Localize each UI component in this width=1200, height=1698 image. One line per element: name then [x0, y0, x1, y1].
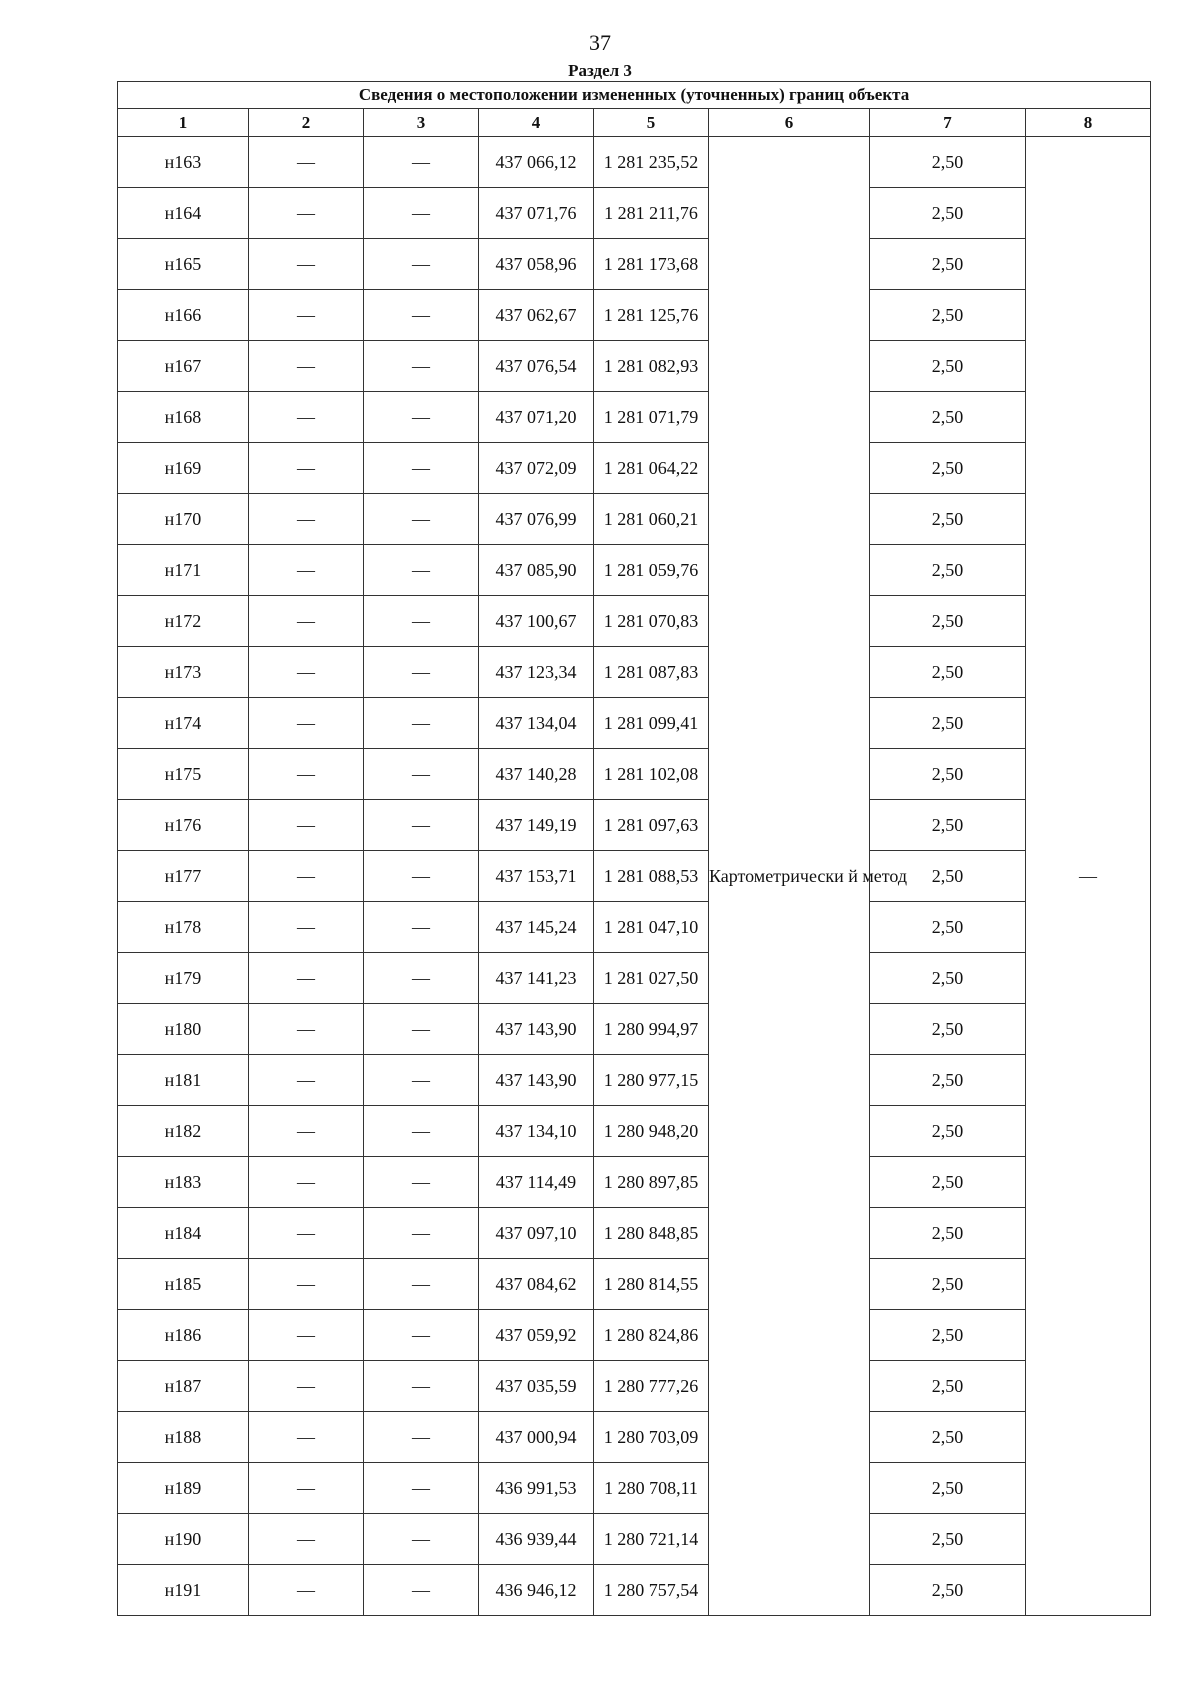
- accuracy-cell: 2,50: [870, 239, 1026, 290]
- y-coordinate-cell: 1 280 814,55: [594, 1259, 709, 1310]
- point-cell: н181: [118, 1055, 249, 1106]
- column-3-cell: —: [364, 953, 479, 1004]
- y-coordinate-cell: 1 280 721,14: [594, 1514, 709, 1565]
- table-row: [118, 1106, 1151, 1157]
- y-coordinate-cell: 1 281 070,83: [594, 596, 709, 647]
- column-3-cell: —: [364, 1157, 479, 1208]
- x-coordinate-cell: 437 062,67: [479, 290, 594, 341]
- table-row: [118, 1259, 1151, 1310]
- point-cell: н174: [118, 698, 249, 749]
- x-coordinate-cell: 437 141,23: [479, 953, 594, 1004]
- column-number: 5: [594, 109, 709, 137]
- accuracy-cell: 2,50: [870, 1361, 1026, 1412]
- section-title: Раздел 3: [568, 61, 632, 80]
- point-cell: н180: [118, 1004, 249, 1055]
- column-2-cell: —: [249, 1208, 364, 1259]
- y-coordinate-cell: 1 281 088,53: [594, 851, 709, 902]
- table-row: [118, 137, 1151, 188]
- column-2-cell: —: [249, 1310, 364, 1361]
- y-coordinate-cell: 1 281 087,83: [594, 647, 709, 698]
- x-coordinate-cell: 437 059,92: [479, 1310, 594, 1361]
- point-cell: н167: [118, 341, 249, 392]
- column-2-cell: —: [249, 1259, 364, 1310]
- column-number: 8: [1026, 109, 1151, 137]
- table-row: [118, 392, 1151, 443]
- column-3-cell: —: [364, 341, 479, 392]
- x-coordinate-cell: 437 123,34: [479, 647, 594, 698]
- accuracy-cell: 2,50: [870, 953, 1026, 1004]
- column-2-cell: —: [249, 800, 364, 851]
- accuracy-cell: 2,50: [870, 698, 1026, 749]
- column-number: 6: [709, 109, 870, 137]
- point-cell: н188: [118, 1412, 249, 1463]
- column-2-cell: —: [249, 545, 364, 596]
- accuracy-cell: 2,50: [870, 749, 1026, 800]
- point-cell: н164: [118, 188, 249, 239]
- accuracy-cell: 2,50: [870, 1412, 1026, 1463]
- point-cell: н175: [118, 749, 249, 800]
- column-number: 3: [364, 109, 479, 137]
- column-2-cell: —: [249, 1004, 364, 1055]
- x-coordinate-cell: 437 084,62: [479, 1259, 594, 1310]
- y-coordinate-cell: 1 280 977,15: [594, 1055, 709, 1106]
- table-row: [118, 1004, 1151, 1055]
- x-coordinate-cell: 437 143,90: [479, 1055, 594, 1106]
- point-cell: н176: [118, 800, 249, 851]
- point-cell: н186: [118, 1310, 249, 1361]
- point-cell: н191: [118, 1565, 249, 1616]
- table-row: [118, 749, 1151, 800]
- x-coordinate-cell: 437 134,04: [479, 698, 594, 749]
- x-coordinate-cell: 437 066,12: [479, 137, 594, 188]
- column-number: 2: [249, 109, 364, 137]
- point-cell: н190: [118, 1514, 249, 1565]
- y-coordinate-cell: 1 280 948,20: [594, 1106, 709, 1157]
- column-3-cell: —: [364, 1310, 479, 1361]
- column-2-cell: —: [249, 1514, 364, 1565]
- table-row: [118, 1514, 1151, 1565]
- point-cell: н185: [118, 1259, 249, 1310]
- column-3-cell: —: [364, 1514, 479, 1565]
- point-cell: н166: [118, 290, 249, 341]
- accuracy-cell: 2,50: [870, 545, 1026, 596]
- column-2-cell: —: [249, 953, 364, 1004]
- column-3-cell: —: [364, 545, 479, 596]
- table-row: [118, 1565, 1151, 1616]
- column-3-cell: —: [364, 698, 479, 749]
- column-3-cell: —: [364, 137, 479, 188]
- column-2-cell: —: [249, 392, 364, 443]
- column-2-cell: —: [249, 239, 364, 290]
- table-row: [118, 698, 1151, 749]
- x-coordinate-cell: 437 140,28: [479, 749, 594, 800]
- column-2-cell: —: [249, 698, 364, 749]
- page-number: 37: [589, 30, 611, 55]
- column-3-cell: —: [364, 596, 479, 647]
- x-coordinate-cell: 437 100,67: [479, 596, 594, 647]
- column-3-cell: —: [364, 1004, 479, 1055]
- point-cell: н173: [118, 647, 249, 698]
- column-2-cell: —: [249, 1565, 364, 1616]
- accuracy-cell: 2,50: [870, 1310, 1026, 1361]
- point-cell: н184: [118, 1208, 249, 1259]
- column-2-cell: —: [249, 1106, 364, 1157]
- column-number: 1: [118, 109, 249, 137]
- column-2-cell: —: [249, 341, 364, 392]
- column-3-cell: —: [364, 1412, 479, 1463]
- y-coordinate-cell: 1 280 824,86: [594, 1310, 709, 1361]
- point-cell: н171: [118, 545, 249, 596]
- y-coordinate-cell: 1 281 097,63: [594, 800, 709, 851]
- table-row: [118, 545, 1151, 596]
- column-2-cell: —: [249, 188, 364, 239]
- y-coordinate-cell: 1 281 027,50: [594, 953, 709, 1004]
- y-coordinate-cell: 1 281 047,10: [594, 902, 709, 953]
- accuracy-cell: 2,50: [870, 1259, 1026, 1310]
- column-3-cell: —: [364, 1361, 479, 1412]
- x-coordinate-cell: 436 991,53: [479, 1463, 594, 1514]
- y-coordinate-cell: 1 281 235,52: [594, 137, 709, 188]
- y-coordinate-cell: 1 280 897,85: [594, 1157, 709, 1208]
- accuracy-cell: 2,50: [870, 188, 1026, 239]
- column-2-cell: —: [249, 1055, 364, 1106]
- accuracy-cell: 2,50: [870, 1106, 1026, 1157]
- table-row: [118, 290, 1151, 341]
- accuracy-cell: 2,50: [870, 392, 1026, 443]
- x-coordinate-cell: 437 145,24: [479, 902, 594, 953]
- column-2-cell: —: [249, 290, 364, 341]
- column-2-cell: —: [249, 749, 364, 800]
- accuracy-cell: 2,50: [870, 494, 1026, 545]
- y-coordinate-cell: 1 281 099,41: [594, 698, 709, 749]
- method-cell: Картометрически й метод: [709, 137, 870, 1616]
- column-2-cell: —: [249, 1361, 364, 1412]
- column-number: 4: [479, 109, 594, 137]
- column-2-cell: —: [249, 443, 364, 494]
- column-3-cell: —: [364, 1463, 479, 1514]
- accuracy-cell: 2,50: [870, 1004, 1026, 1055]
- y-coordinate-cell: 1 281 059,76: [594, 545, 709, 596]
- point-cell: н187: [118, 1361, 249, 1412]
- y-coordinate-cell: 1 281 071,79: [594, 392, 709, 443]
- column-3-cell: —: [364, 290, 479, 341]
- table-row: [118, 443, 1151, 494]
- y-coordinate-cell: 1 281 102,08: [594, 749, 709, 800]
- accuracy-cell: 2,50: [870, 137, 1026, 188]
- point-cell: н189: [118, 1463, 249, 1514]
- column-3-cell: —: [364, 1055, 479, 1106]
- point-cell: н179: [118, 953, 249, 1004]
- y-coordinate-cell: 1 281 211,76: [594, 188, 709, 239]
- x-coordinate-cell: 437 134,10: [479, 1106, 594, 1157]
- column-3-cell: —: [364, 647, 479, 698]
- y-coordinate-cell: 1 280 703,09: [594, 1412, 709, 1463]
- x-coordinate-cell: 437 072,09: [479, 443, 594, 494]
- x-coordinate-cell: 437 085,90: [479, 545, 594, 596]
- column-2-cell: —: [249, 596, 364, 647]
- point-cell: н169: [118, 443, 249, 494]
- x-coordinate-cell: 437 114,49: [479, 1157, 594, 1208]
- point-cell: н177: [118, 851, 249, 902]
- accuracy-cell: 2,50: [870, 596, 1026, 647]
- table-row: [118, 1310, 1151, 1361]
- accuracy-cell: 2,50: [870, 647, 1026, 698]
- column-3-cell: —: [364, 1208, 479, 1259]
- column-2-cell: —: [249, 1463, 364, 1514]
- point-cell: н163: [118, 137, 249, 188]
- accuracy-cell: 2,50: [870, 851, 1026, 902]
- table-row: [118, 239, 1151, 290]
- y-coordinate-cell: 1 280 757,54: [594, 1565, 709, 1616]
- x-coordinate-cell: 437 035,59: [479, 1361, 594, 1412]
- x-coordinate-cell: 437 076,99: [479, 494, 594, 545]
- point-cell: н165: [118, 239, 249, 290]
- column-3-cell: —: [364, 392, 479, 443]
- accuracy-cell: 2,50: [870, 341, 1026, 392]
- table-row: [118, 494, 1151, 545]
- accuracy-cell: 2,50: [870, 1565, 1026, 1616]
- column-3-cell: —: [364, 239, 479, 290]
- x-coordinate-cell: 436 939,44: [479, 1514, 594, 1565]
- y-coordinate-cell: 1 280 708,11: [594, 1463, 709, 1514]
- column-3-cell: —: [364, 188, 479, 239]
- column-3-cell: —: [364, 1259, 479, 1310]
- accuracy-cell: 2,50: [870, 1157, 1026, 1208]
- x-coordinate-cell: 437 097,10: [479, 1208, 594, 1259]
- y-coordinate-cell: 1 280 848,85: [594, 1208, 709, 1259]
- column-numbers-row: [118, 109, 1151, 137]
- column-2-cell: —: [249, 1412, 364, 1463]
- point-cell: н182: [118, 1106, 249, 1157]
- x-coordinate-cell: 437 153,71: [479, 851, 594, 902]
- column-3-cell: —: [364, 1565, 479, 1616]
- table-row: [118, 1157, 1151, 1208]
- table-row: [118, 1361, 1151, 1412]
- table-title: Сведения о местоположении измененных (уточненных) границ объекта: [118, 82, 1151, 109]
- x-coordinate-cell: 437 143,90: [479, 1004, 594, 1055]
- y-coordinate-cell: 1 281 125,76: [594, 290, 709, 341]
- column-2-cell: —: [249, 851, 364, 902]
- y-coordinate-cell: 1 281 064,22: [594, 443, 709, 494]
- column-3-cell: —: [364, 800, 479, 851]
- point-cell: н172: [118, 596, 249, 647]
- column-2-cell: —: [249, 1157, 364, 1208]
- x-coordinate-cell: 436 946,12: [479, 1565, 594, 1616]
- column-2-cell: —: [249, 137, 364, 188]
- accuracy-cell: 2,50: [870, 1514, 1026, 1565]
- y-coordinate-cell: 1 281 173,68: [594, 239, 709, 290]
- column-2-cell: —: [249, 494, 364, 545]
- column-3-cell: —: [364, 851, 479, 902]
- table-row: [118, 596, 1151, 647]
- table-row: [118, 800, 1151, 851]
- accuracy-cell: 2,50: [870, 1208, 1026, 1259]
- table-row: [118, 902, 1151, 953]
- table-row: [118, 647, 1151, 698]
- x-coordinate-cell: 437 058,96: [479, 239, 594, 290]
- table-row: [118, 1463, 1151, 1514]
- column-3-cell: —: [364, 1106, 479, 1157]
- y-coordinate-cell: 1 281 082,93: [594, 341, 709, 392]
- accuracy-cell: 2,50: [870, 1463, 1026, 1514]
- point-cell: н183: [118, 1157, 249, 1208]
- x-coordinate-cell: 437 071,20: [479, 392, 594, 443]
- table-row: [118, 953, 1151, 1004]
- y-coordinate-cell: 1 280 994,97: [594, 1004, 709, 1055]
- table-row: [118, 341, 1151, 392]
- column-3-cell: —: [364, 902, 479, 953]
- table-row: [118, 1208, 1151, 1259]
- table-row: [118, 1412, 1151, 1463]
- accuracy-cell: 2,50: [870, 902, 1026, 953]
- point-cell: н168: [118, 392, 249, 443]
- x-coordinate-cell: 437 076,54: [479, 341, 594, 392]
- column-3-cell: —: [364, 443, 479, 494]
- accuracy-cell: 2,50: [870, 443, 1026, 494]
- table-row: [118, 851, 1151, 902]
- column-2-cell: —: [249, 902, 364, 953]
- y-coordinate-cell: 1 281 060,21: [594, 494, 709, 545]
- x-coordinate-cell: 437 071,76: [479, 188, 594, 239]
- accuracy-cell: 2,50: [870, 800, 1026, 851]
- point-cell: н170: [118, 494, 249, 545]
- y-coordinate-cell: 1 280 777,26: [594, 1361, 709, 1412]
- x-coordinate-cell: 437 149,19: [479, 800, 594, 851]
- column-3-cell: —: [364, 749, 479, 800]
- boundary-coordinates-table: [117, 81, 1151, 1616]
- column-2-cell: —: [249, 647, 364, 698]
- x-coordinate-cell: 437 000,94: [479, 1412, 594, 1463]
- column-number: 7: [870, 109, 1026, 137]
- table-body: [118, 137, 1151, 1616]
- point-cell: н178: [118, 902, 249, 953]
- accuracy-cell: 2,50: [870, 290, 1026, 341]
- column-8-cell: —: [1026, 137, 1151, 1616]
- accuracy-cell: 2,50: [870, 1055, 1026, 1106]
- table-row: [118, 1055, 1151, 1106]
- column-3-cell: —: [364, 494, 479, 545]
- table-row: [118, 188, 1151, 239]
